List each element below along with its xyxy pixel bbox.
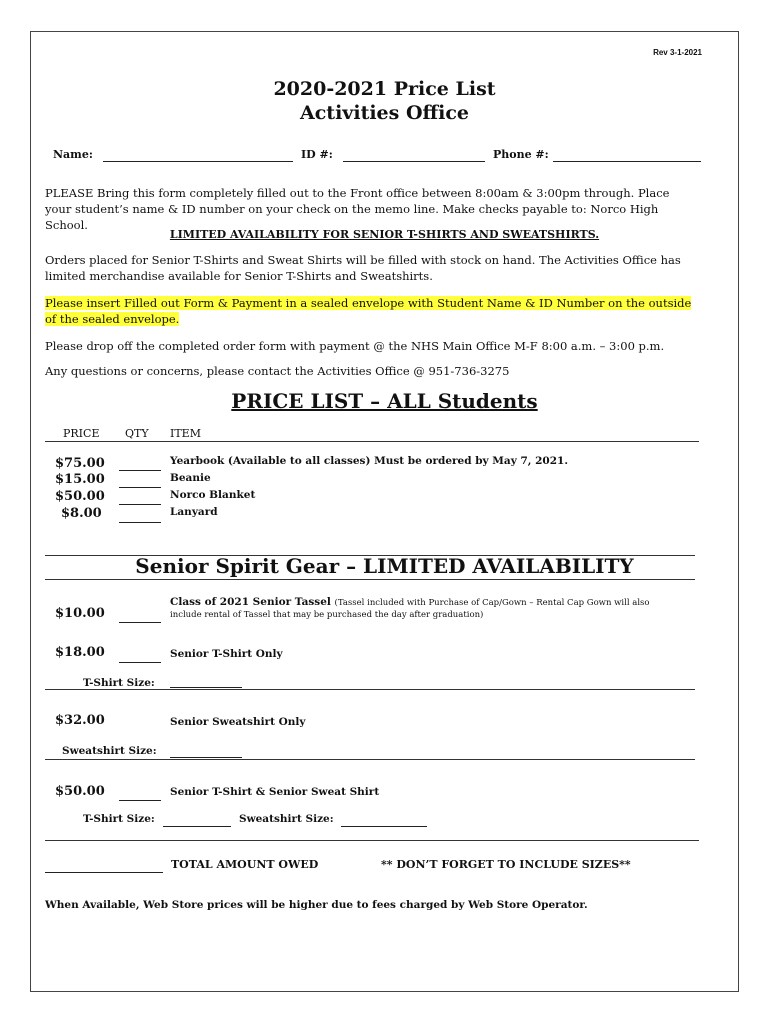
lanyard-item: Lanyard	[170, 506, 218, 518]
price-list-heading: PRICE LIST – ALL Students	[231, 389, 538, 413]
sweatshirt-size-field[interactable]	[170, 757, 242, 758]
highlighted-text: Please insert Filled out Form & Payment in a sealed envelope with Student Name & ID Number on the outside of the sealed envelope.	[45, 296, 692, 326]
total-amount-field[interactable]	[45, 872, 163, 873]
lanyard-price: $8.00	[61, 506, 102, 521]
sweatshirt-size-label: Sweatshirt Size:	[62, 745, 157, 757]
beanie-price: $15.00	[55, 472, 105, 487]
total-amount-label: TOTAL AMOUNT OWED	[171, 858, 319, 871]
tshirt-size-label: T-Shirt Size:	[83, 677, 155, 689]
sweatshirt-size-rule	[45, 759, 695, 760]
tassel-note-line2: include rental of Tassel that may be purchased the day after graduation)	[170, 610, 484, 620]
form-subtitle: Activities Office	[300, 102, 469, 124]
column-price: PRICE	[63, 427, 100, 440]
name-label: Name:	[53, 148, 93, 161]
beanie-qty[interactable]	[119, 487, 161, 488]
blanket-price: $50.00	[55, 489, 105, 504]
tassel-qty[interactable]	[119, 622, 161, 623]
instructions-paragraph: PLEASE Bring this form completely filled out to the Front office between 8:00am & 3:00pm through. Place your student’s name & ID number on your check on the memo line. Make checks payable to: Norco High School.	[45, 186, 670, 232]
tassel-price: $10.00	[55, 606, 105, 621]
combo-tshirt-size-field[interactable]	[163, 826, 231, 827]
form-title: 2020-2021 Price List	[273, 78, 496, 100]
phone-label: Phone #:	[493, 148, 549, 161]
combo-item: Senior T-Shirt & Senior Sweat Shirt	[170, 786, 380, 798]
tassel-note-line1: (Tassel included with Purchase of Cap/Gown – Rental Cap Gown will also	[334, 598, 650, 608]
sweatshirt-price: $32.00	[55, 713, 105, 728]
lanyard-qty[interactable]	[119, 522, 161, 523]
tassel-item-label: Class of 2021 Senior Tassel	[170, 596, 331, 608]
combo-qty[interactable]	[119, 800, 161, 801]
name-field[interactable]	[103, 161, 293, 162]
tassel-item	[170, 596, 650, 608]
tshirt-qty[interactable]	[119, 662, 161, 663]
yearbook-qty[interactable]	[119, 470, 161, 471]
combo-rule	[45, 840, 699, 841]
combo-tshirt-size-label: T-Shirt Size:	[83, 813, 155, 825]
tshirt-item: Senior T-Shirt Only	[170, 648, 283, 660]
sweatshirt-item: Senior Sweatshirt Only	[170, 716, 306, 728]
combo-sweatshirt-size-field[interactable]	[341, 826, 427, 827]
sizes-reminder: ** DON’T FORGET TO INCLUDE SIZES**	[381, 858, 631, 871]
orders-paragraph: Orders placed for Senior T-Shirts and Sweat Shirts will be filled with stock on hand. The Activities Office has limited merchandise available for Senior T-Shirts and Sweatshirts.	[45, 253, 681, 283]
beanie-item: Beanie	[170, 472, 211, 484]
revision-label: Rev 3-1-2021	[653, 48, 702, 57]
senior-heading: Senior Spirit Gear – LIMITED AVAILABILITY	[135, 554, 634, 578]
senior-bottom-rule	[45, 579, 695, 580]
combo-sweatshirt-size-label: Sweatshirt Size:	[239, 813, 334, 825]
column-qty: QTY	[125, 427, 149, 440]
id-label: ID #:	[301, 148, 333, 161]
blanket-qty[interactable]	[119, 504, 161, 505]
dropoff-paragraph: Please drop off the completed order form with payment @ the NHS Main Office M-F 8:00 a.m. – 3:00 p.m.	[45, 339, 665, 353]
blanket-item: Norco Blanket	[170, 489, 256, 501]
tshirt-size-field[interactable]	[170, 687, 242, 688]
envelope-paragraph	[45, 295, 695, 327]
combo-price: $50.00	[55, 784, 105, 799]
yearbook-item: Yearbook (Available to all classes) Must be ordered by May 7, 2021.	[170, 455, 568, 467]
yearbook-price: $75.00	[55, 456, 105, 471]
web-store-note: When Available, Web Store prices will be higher due to fees charged by Web Store Operator.	[45, 899, 588, 911]
column-rule	[45, 441, 699, 442]
phone-field[interactable]	[553, 161, 701, 162]
order-form-page	[30, 31, 739, 992]
contact-paragraph: Any questions or concerns, please contact the Activities Office @ 951-736-3275	[45, 364, 510, 378]
tshirt-price: $18.00	[55, 645, 105, 660]
column-item: ITEM	[170, 427, 201, 440]
limited-availability-heading: LIMITED AVAILABILITY FOR SENIOR T-SHIRTS AND SWEATSHIRTS.	[169, 228, 600, 241]
id-field[interactable]	[343, 161, 485, 162]
tshirt-size-rule	[45, 689, 695, 690]
